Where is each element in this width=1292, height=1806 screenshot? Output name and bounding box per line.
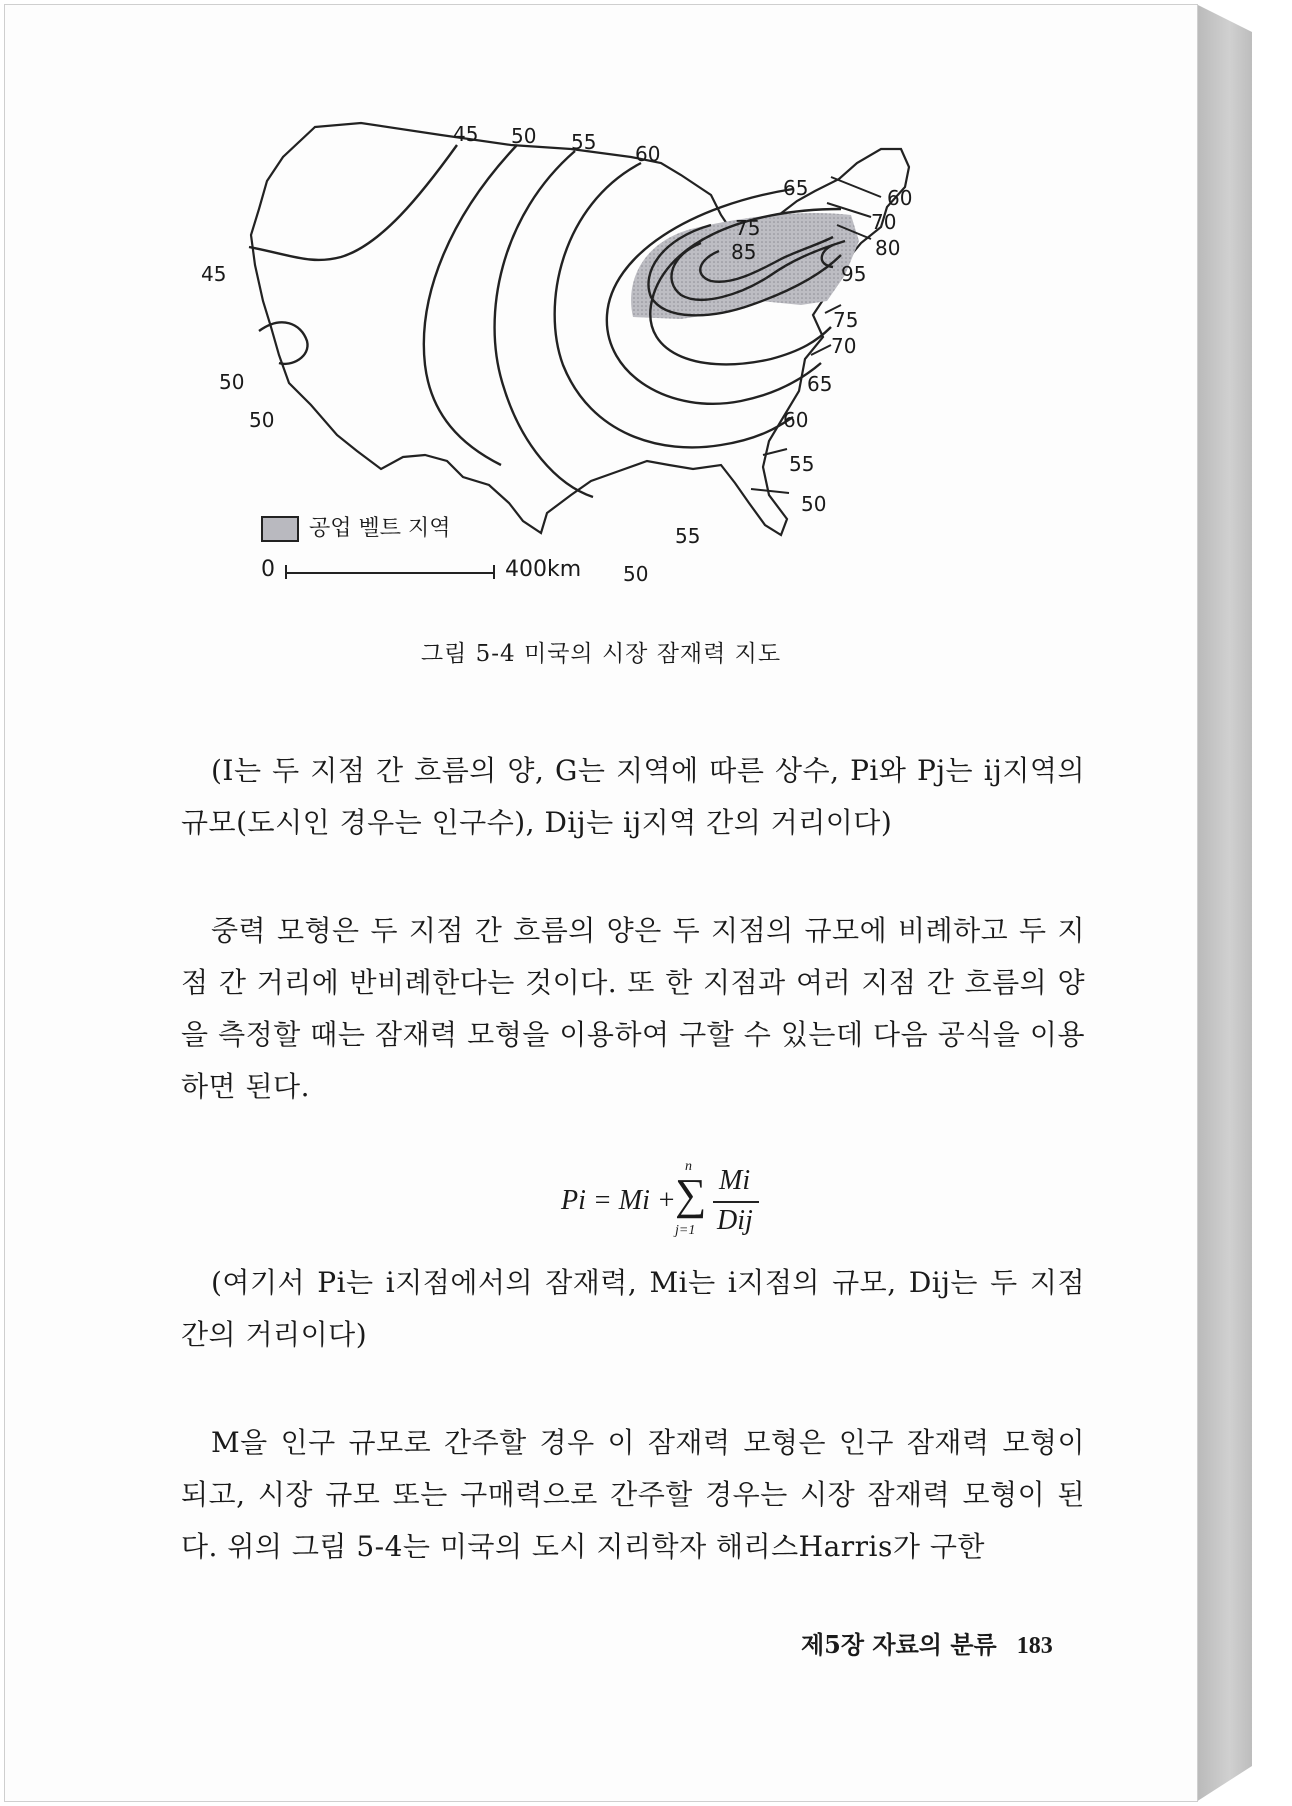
contour-50-west xyxy=(259,322,308,363)
paragraph-3: (여기서 Pi는 i지점에서의 잠재력, Mi는 i지점의 규모, Dij는 두 지점 간의 거리이다) xyxy=(181,1266,1085,1351)
contour-label-20: 50 xyxy=(249,408,275,432)
page-number: 183 xyxy=(1016,1633,1053,1659)
formula-sum-sign: ∑ xyxy=(675,1170,707,1219)
scale-end: 400km xyxy=(505,557,582,582)
contour-label-8: 75 xyxy=(735,216,761,240)
book-page xyxy=(4,4,1198,1802)
map-legend xyxy=(261,511,451,542)
formula-fraction-bar xyxy=(713,1201,759,1203)
legend-swatch xyxy=(261,516,299,542)
contour-label-11: 95 xyxy=(841,262,867,286)
contour-label-7: 70 xyxy=(871,210,897,234)
formula-sum-lower: j=1 xyxy=(675,1223,696,1238)
scale-zero: 0 xyxy=(261,557,275,582)
book-edge xyxy=(1196,4,1252,1802)
page-footer xyxy=(801,1625,1053,1660)
contour-label-21: 55 xyxy=(675,524,701,548)
paragraph-2: 중력 모형은 두 지점 간 흐름의 양은 두 지점의 규모에 비례하고 두 지점 간 거리에 반비례한다는 것이다. 또 한 지점과 여러 지점 간 흐름의 양을 측정할 때는 잠재력 모형을 이용하여 구할 수 있는데 다음 공식을 이용하면 된다. xyxy=(181,914,1085,1103)
paragraph-1: (I는 두 지점 간 흐름의 양, G는 지역에 따른 상수, Pi와 Pj는 ij지역의 규모(도시인 경우는 인구수), Dij는 ij지역 간의 거리이다) xyxy=(181,754,1085,839)
contour-label-2: 50 xyxy=(511,124,537,148)
contour-label-15: 60 xyxy=(783,408,809,432)
figure-caption: 그림 5-4 미국의 시장 잠재력 지도 xyxy=(420,641,782,667)
contour-label-17: 50 xyxy=(801,492,827,516)
contour-label-19: 50 xyxy=(219,370,245,394)
formula-lhs: Pi = Mi + xyxy=(561,1185,676,1216)
footer-chapter: 제5장 자료의 분류 xyxy=(801,1630,997,1659)
contour-label-16: 55 xyxy=(789,452,815,476)
contour-label-10: 80 xyxy=(875,236,901,260)
contour-label-22: 50 xyxy=(623,562,649,586)
contour-label-9: 85 xyxy=(731,240,757,264)
contour-label-18: 45 xyxy=(201,262,227,286)
contour-label-13: 70 xyxy=(831,334,857,358)
contour-label-5: 65 xyxy=(783,176,809,200)
contour-label-3: 55 xyxy=(571,130,597,154)
contour-label-1: 45 xyxy=(453,122,479,146)
formula-denominator: Dij xyxy=(717,1205,753,1236)
contour-55 xyxy=(495,151,593,497)
legend-label: 공업 벨트 지역 xyxy=(309,516,451,541)
contour-label-4: 60 xyxy=(635,142,661,166)
contour-label-12: 75 xyxy=(833,308,859,332)
potential-formula xyxy=(561,1155,781,1245)
contour-label-6: 60 xyxy=(887,186,913,210)
formula-numerator: Mi xyxy=(719,1165,751,1196)
contour-label-14: 65 xyxy=(807,372,833,396)
us-market-potential-map xyxy=(201,105,1001,625)
scale-bar xyxy=(261,557,621,587)
formula-sum-upper: n xyxy=(685,1159,692,1174)
paragraph-4: M을 인구 규모로 간주할 경우 이 잠재력 모형은 인구 잠재력 모형이 되고, 시장 규모 또는 구매력으로 간주할 경우는 시장 잠재력 모형이 된다. 위의 그림 5-4는 미국의 도시 지리학자 해리스Harris가 구한 xyxy=(181,1426,1085,1563)
contour-50 xyxy=(424,145,517,465)
